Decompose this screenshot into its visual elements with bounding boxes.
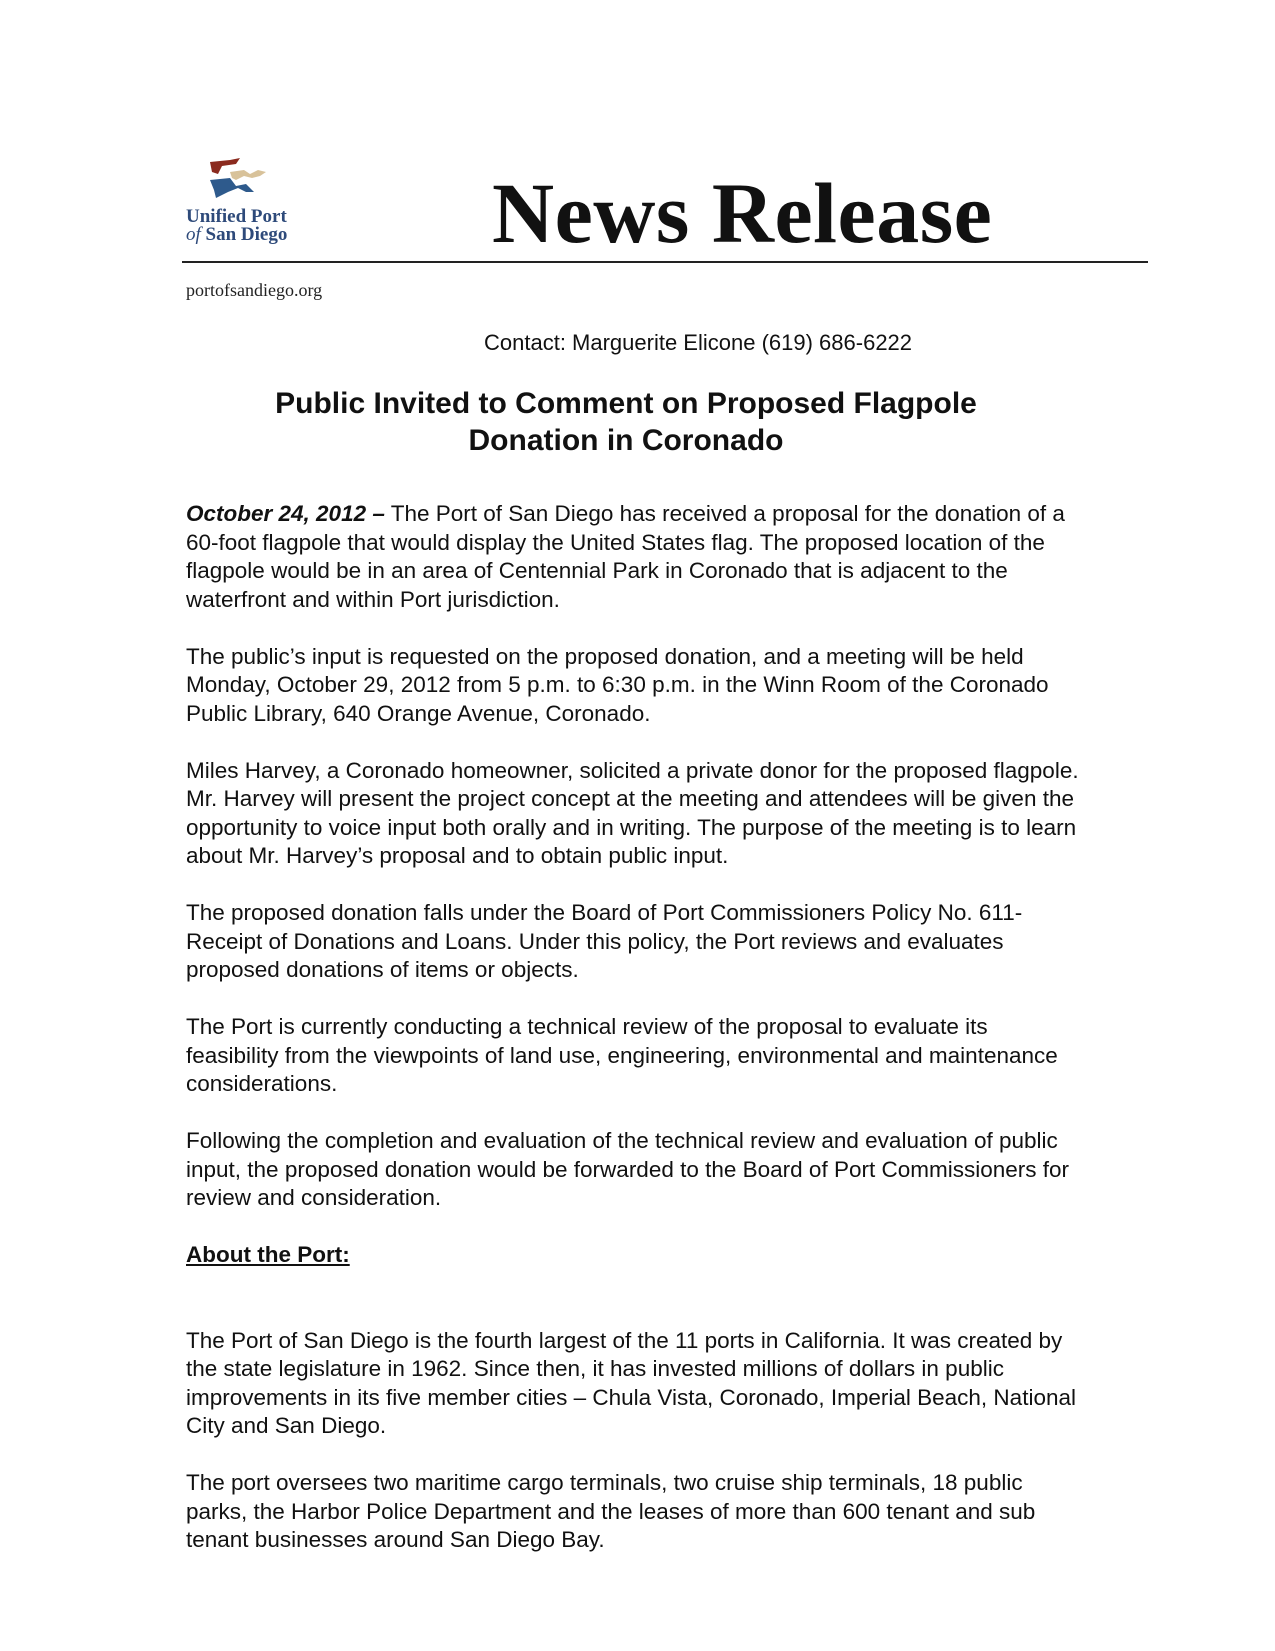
paragraph: Miles Harvey, a Coronado homeowner, solicited a private donor for the proposed flagpole. Mr. Harvey will present the project concept at the meeting and attendees will be given the opportunity to voice input both orally and in writing. The purpose of the meeting is to learn about Mr. Harvey’s proposal and to obtain public input. — [186, 757, 1079, 868]
port-logo — [186, 158, 306, 258]
paragraph: The proposed donation falls under the Board of Port Commissioners Policy No. 611- Receipt of Donations and Loans. Under this policy, the Port reviews and evaluates proposed donations of items or objects. — [186, 900, 1023, 982]
logo-san-diego: San Diego — [200, 224, 288, 245]
headline — [186, 385, 1066, 459]
blue-flag-icon — [210, 178, 254, 198]
paragraph: Following the completion and evaluation of the technical review and evaluation of public input, the proposed donation would be forwarded to the Board of Port Commissioners for review and consideration. — [186, 1128, 1070, 1210]
logo-of: of — [186, 224, 201, 245]
paragraph: The public’s input is requested on the proposed donation, and a meeting will be held Monday, October 29, 2012 from 5 p.m. to 6:30 p.m. in the Winn Room of the Coronado Public Library, 640 Orange Avenue, Coronado. — [186, 643, 1049, 726]
about-heading: About the Port: — [186, 1242, 350, 1267]
paragraph-lead — [186, 500, 1086, 614]
headline-line1: Public Invited to Comment on Proposed Flagpole — [275, 387, 977, 420]
dateline: October 24, 2012 – — [186, 501, 385, 526]
flags-icon — [200, 158, 290, 208]
paragraph: The Port is currently conducting a technical review of the proposal to evaluate its feasibility from the viewpoints of land use, engineering, environmental and maintenance considerations. — [186, 1014, 1058, 1096]
about-paragraph: The port oversees two maritime cargo terminals, two cruise ship terminals, 18 public parks, the Harbor Police Department and the leases of more than 600 tenant and sub tenant businesses around San Diego Bay. — [186, 1470, 1036, 1552]
header-divider — [182, 261, 1148, 263]
logo-line1: Unified Port — [186, 206, 287, 227]
contact-line: Contact: Marguerite Elicone (619) 686-6222 — [484, 330, 913, 355]
lead-text: The Port of San Diego has received a proposal for the donation of a 60-foot flagpole that would display the United States flag. The proposed location of the flagpole would be in an area of Centennial Park in Coronado that is adjacent to the waterfront and within Port jurisdiction. — [186, 501, 1065, 612]
article-body — [186, 500, 1086, 1583]
website-text: portofsandiego.org — [186, 280, 323, 300]
headline-line2: Donation in Coronado — [468, 424, 784, 457]
logo-wordmark — [186, 208, 287, 244]
logo-line2 — [186, 226, 287, 244]
page-title: News Release — [492, 165, 993, 261]
tan-flag-icon — [230, 170, 266, 180]
about-paragraph: The Port of San Diego is the fourth largest of the 11 ports in California. It was created by the state legislature in 1962. Since then, it has invested millions of dollars in public improvements in its five member cities – Chula Vista, Coronado, Imperial Beach, National City and San Diego. — [186, 1327, 1076, 1438]
